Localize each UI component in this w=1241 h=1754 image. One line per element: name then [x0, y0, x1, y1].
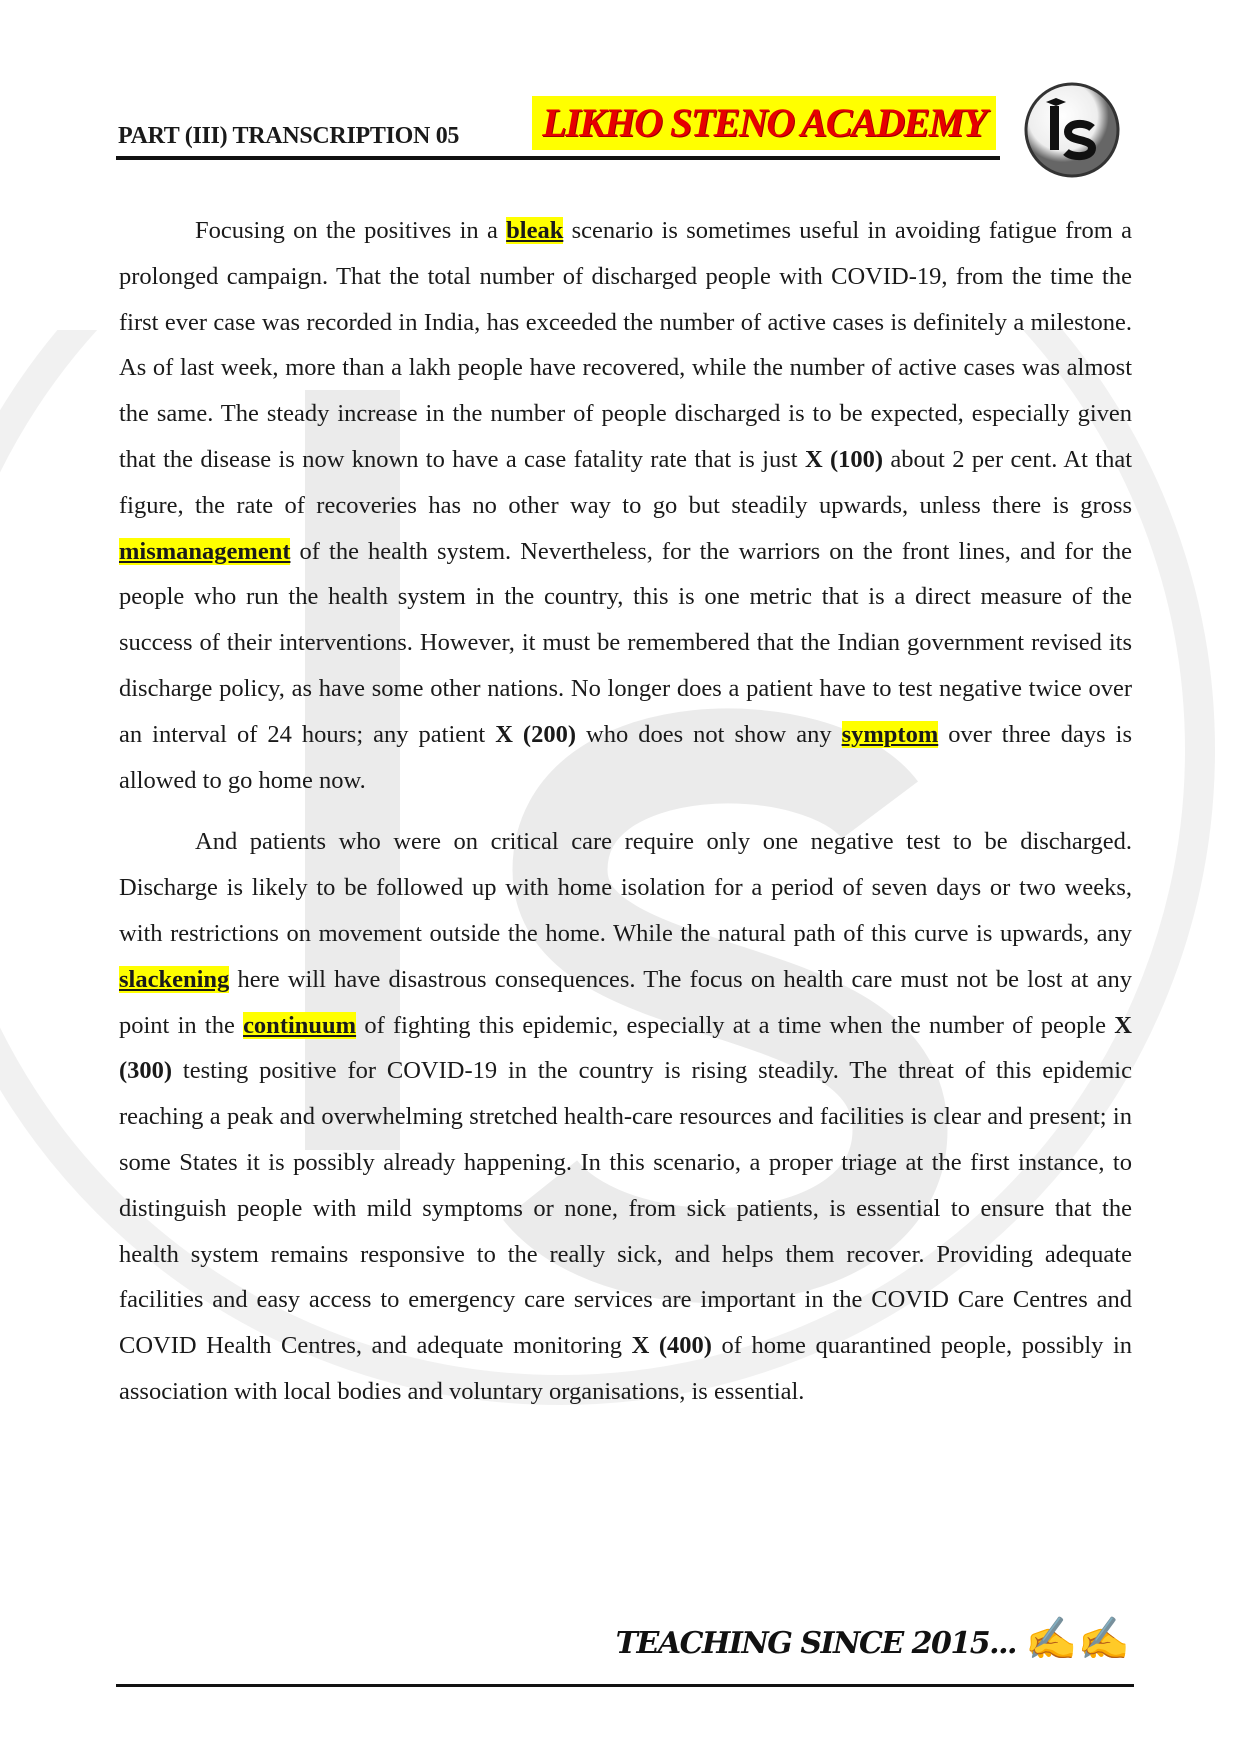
word-count-marker: X (100)	[804, 445, 884, 473]
highlighted-word: slackening	[119, 965, 230, 993]
part-title: PART (III) TRANSCRIPTION 05	[118, 123, 460, 149]
word-count-marker: X (400)	[631, 1332, 712, 1360]
paragraph	[119, 208, 1132, 803]
page-footer	[116, 1614, 1134, 1687]
text-run: testing positive for COVID-19 in the country is rising steadily. The threat of this epidemic reaching a peak and overwhelming stretched health-care resources and facilities is clear and present; in some States it is possibly already happening. In this scenario, a proper triage at the first instance, to distinguish people with mild symptoms or none, from sick patients, is essential to ensure that the health system remains responsive to the really sick, and helps them recover. Providing adequate facilities and easy access to emergency care services are important in the COVID Care Centres and COVID Health Centres, and adequate monitoring	[119, 1057, 1132, 1360]
highlighted-word: bleak	[506, 217, 564, 244]
text-run: about 2 per cent. At that figure, the rate of recoveries has no other way to go but steadily upwards, unless there is gross	[119, 445, 1133, 519]
page-header	[116, 100, 1000, 160]
text-run: And patients who were on critical care require only one negative test to be discharged. Discharge is likely to be followed up with home isolation for a period of seven days or two weeks, with restrictions on movement outside the home. While the natural path of this curve is upwards, any	[119, 828, 1132, 947]
text-run: of the health system. Nevertheless, for the warriors on the front lines, and for the people who run the health system in the country, this is one metric that is a direct measure of the success of their interventions. However, it must be remembered that the Indian government revised its discharge policy, as have some other nations. No longer does a patient have to test negative twice over an interval of 24 hours; any patient	[119, 537, 1132, 748]
highlighted-word: symptom	[841, 720, 939, 748]
word-count-marker: X (200)	[495, 720, 577, 748]
text-run: who does not show any	[576, 720, 842, 748]
text-run: over three days is allowed to go home now.	[119, 720, 1133, 794]
brand-name: LIKHO STENO ACADEMY	[532, 96, 996, 150]
text-run: of fighting this epidemic, especially at a time when the number of people	[356, 1011, 1115, 1039]
text-run: Focusing on the positives in a	[195, 217, 507, 244]
tagline: TEACHING SINCE 2015...	[615, 1626, 1016, 1661]
writing-hand-icon: ✍✍	[1025, 1614, 1130, 1663]
text-run: scenario is sometimes useful in avoiding fatigue from a prolonged campaign. That the total number of discharged people with COVID-19, from the time the first ever case was recorded in India, has exceeded the number of active cases is definitely a milestone. As of last week, more than a lakh people have recovered, while the number of active cases was almost the same. The steady increase in the number of people discharged is to be expected, especially given that the disease is now known to have a case fatality rate that is just	[119, 217, 1132, 473]
highlighted-word: mismanagement	[119, 537, 291, 565]
highlighted-word: continuum	[243, 1011, 357, 1039]
paragraph	[119, 819, 1132, 1414]
transcription-body	[119, 208, 1132, 1431]
word-count-marker: X (300)	[119, 1011, 1132, 1085]
academy-logo-icon	[1020, 80, 1124, 180]
text-run: of home quarantined people, possibly in association with local bodies and voluntary organisations, is essential.	[119, 1332, 1133, 1405]
text-run: here will have disastrous consequences. The focus on health care must not be lost at any point in the	[119, 965, 1132, 1039]
